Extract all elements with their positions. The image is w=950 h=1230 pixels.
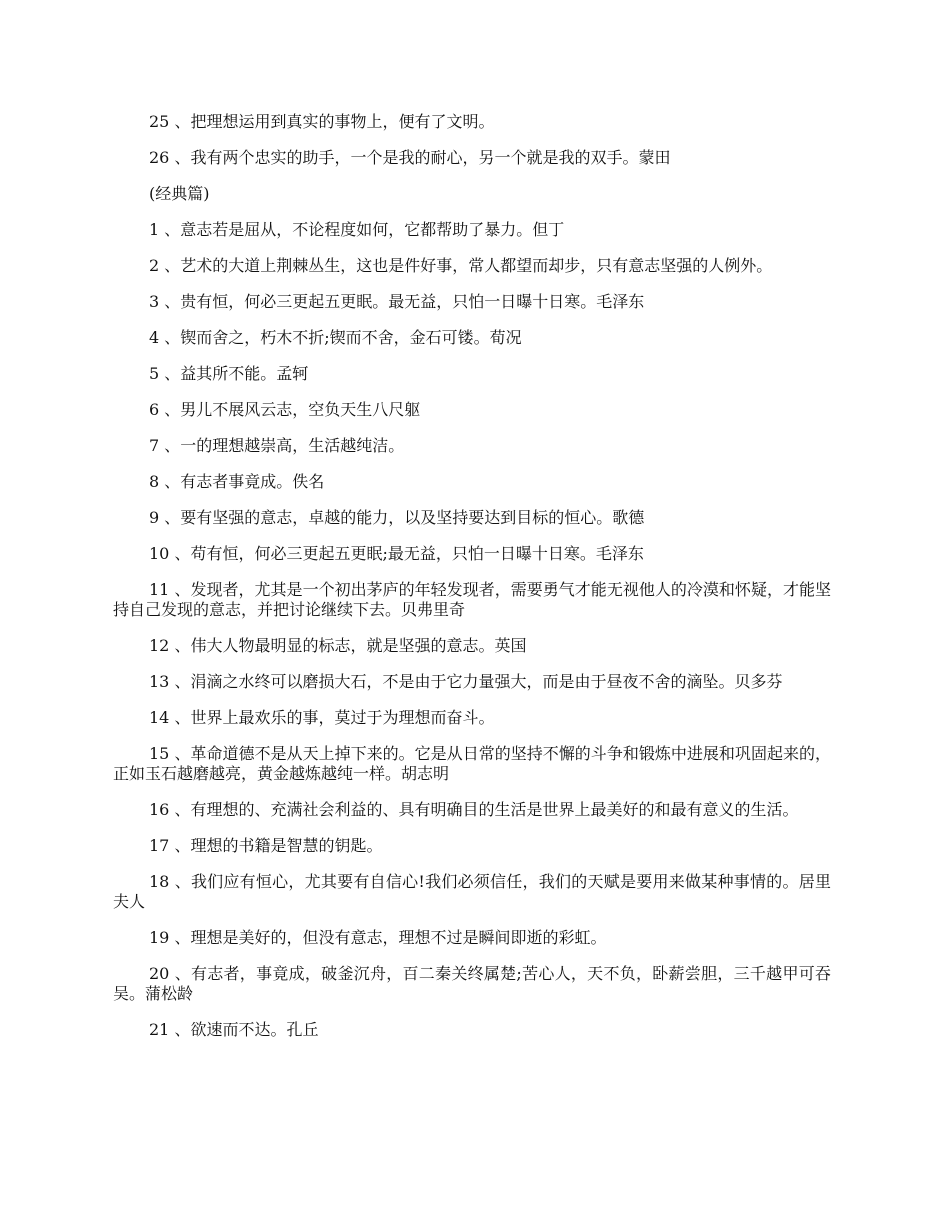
quote-paragraph: 17 、理想的书籍是智慧的钥匙。: [149, 836, 383, 855]
quote-paragraph: 21 、欲速而不达。孔丘: [149, 1020, 319, 1039]
quote-paragraph: 3 、贵有恒，何必三更起五更眠。最无益，只怕一日曝十日寒。毛泽东: [149, 292, 645, 311]
quote-paragraph: 2 、艺术的大道上荆棘丛生，这也是件好事，常人都望而却步，只有意志坚强的人例外。: [149, 256, 773, 275]
quote-paragraph: 7 、一的理想越崇高，生活越纯洁。: [149, 436, 405, 455]
quote-paragraph: 11 、发现者，尤其是一个初出茅庐的年轻发现者，需要勇气才能无视他人的冷漠和怀疑，才能坚持自己发现的意志，并把讨论继续下去。贝弗里奇: [113, 580, 831, 619]
quote-paragraph: 13 、涓滴之水终可以磨损大石，不是由于它力量强大，而是由于昼夜不舍的滴坠。贝多芬: [149, 672, 783, 691]
quote-paragraph: 9 、要有坚强的意志，卓越的能力，以及坚持要达到目标的恒心。歌德: [149, 508, 645, 527]
quote-paragraph: 26 、我有两个忠实的助手，一个是我的耐心，另一个就是我的双手。蒙田: [149, 148, 671, 167]
quote-paragraph: 10 、苟有恒，何必三更起五更眠;最无益，只怕一日曝十日寒。毛泽东: [149, 544, 644, 563]
document-body: [113, 112, 831, 1056]
quote-paragraph: 12 、伟大人物最明显的标志，就是坚强的意志。英国: [149, 636, 527, 655]
section-heading: (经典篇): [149, 184, 210, 203]
quote-paragraph: 25 、把理想运用到真实的事物上，便有了文明。: [149, 112, 495, 131]
quote-paragraph: 20 、有志者，事竟成，破釜沉舟，百二秦关终属楚;苦心人，天不负，卧薪尝胆，三千越甲可吞吴。蒲松龄: [113, 964, 831, 1003]
quote-paragraph: 6 、男儿不展风云志，空负天生八尺躯: [149, 400, 421, 419]
quote-paragraph: 19 、理想是美好的，但没有意志，理想不过是瞬间即逝的彩虹。: [149, 928, 607, 947]
quote-paragraph: 1 、意志若是屈从，不论程度如何，它都帮助了暴力。但丁: [149, 220, 565, 239]
quote-paragraph: 8 、有志者事竟成。佚名: [149, 472, 325, 491]
quote-paragraph: 4 、锲而舍之，朽木不折;锲而不舍，金石可镂。荀况: [149, 328, 522, 347]
quote-paragraph: 16 、有理想的、充满社会利益的、具有明确目的生活是世界上最美好的和最有意义的生活。: [149, 800, 799, 819]
quote-paragraph: 15 、革命道德不是从天上掉下来的。它是从日常的坚持不懈的斗争和锻炼中进展和巩固起来的，正如玉石越磨越亮，黄金越炼越纯一样。胡志明: [113, 744, 831, 783]
quote-paragraph: 5 、益其所不能。孟轲: [149, 364, 309, 383]
quote-paragraph: 18 、我们应有恒心，尤其要有自信心!我们必须信任，我们的天赋是要用来做某种事情的。居里夫人: [113, 872, 831, 911]
quote-paragraph: 14 、世界上最欢乐的事，莫过于为理想而奋斗。: [149, 708, 495, 727]
